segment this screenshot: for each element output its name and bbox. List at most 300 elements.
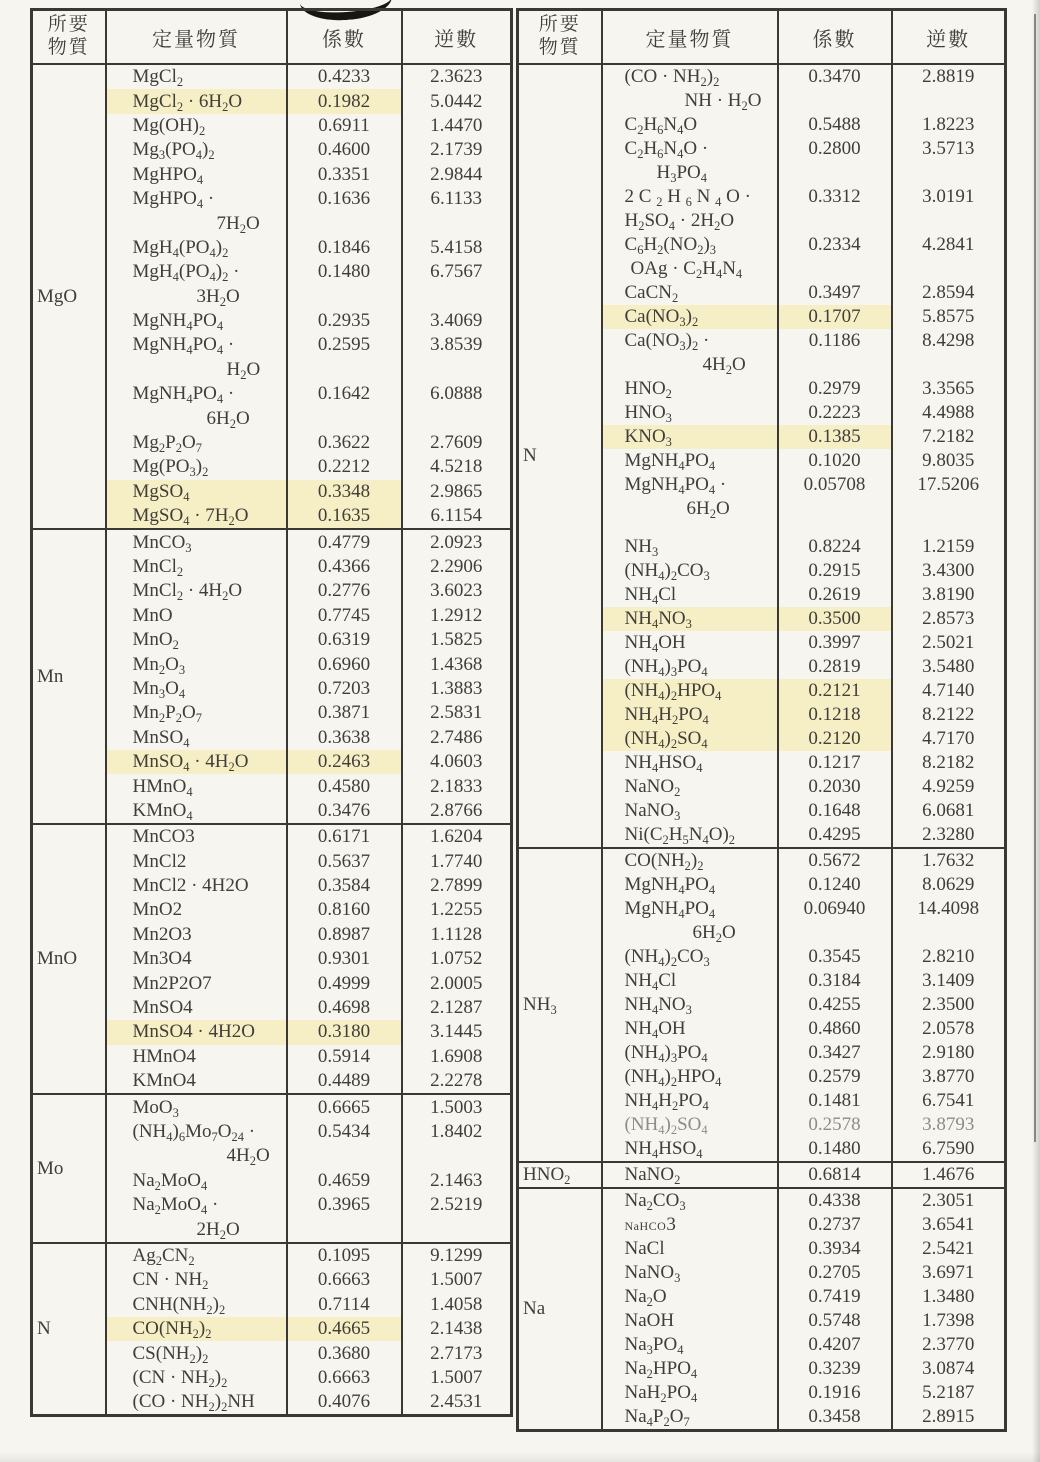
reciprocal-cell: 2.7486	[402, 726, 512, 750]
reciprocal-cell: 3.1409	[892, 969, 1006, 993]
reciprocal-cell: 1.8223	[892, 113, 1006, 137]
reciprocal-cell: 3.1445	[402, 1020, 512, 1044]
reciprocal-cell: 2.8210	[892, 945, 1006, 969]
formula-cell: $MgNH_4PO_4$	[602, 873, 778, 897]
formula-cell: $Na_4P_2O_7$	[602, 1405, 778, 1431]
reciprocal-cell: 2.9844	[402, 163, 512, 187]
formula-cell: NaOH	[602, 1309, 778, 1333]
coefficient-cell: 0.1095	[287, 1243, 402, 1268]
reciprocal-cell: 2.5219	[402, 1193, 512, 1217]
formula-cell: MnCO3	[106, 824, 287, 849]
formula-cell: $Ca(NO_3)_2$ ·	[602, 329, 778, 353]
formula-cell: $Mg_2P_2O_7$	[106, 431, 287, 455]
coefficient-cell: 0.2579	[778, 1065, 892, 1089]
formula-cell: $(NH_4)_2SO_4$	[602, 1113, 778, 1137]
coefficient-cell	[778, 497, 892, 521]
reciprocal-cell	[892, 209, 1006, 233]
formula-cell: MnO$_2$	[106, 628, 287, 652]
reciprocal-cell: 3.8770	[892, 1065, 1006, 1089]
coefficient-cell: 0.05708	[778, 473, 892, 497]
formula-cell: $Na_2MoO_4$ ·	[106, 1193, 287, 1217]
reciprocal-cell: 6.7567	[402, 260, 512, 284]
reciprocal-cell: 9.1299	[402, 1243, 512, 1268]
reciprocal-cell: 2.5831	[402, 701, 512, 725]
coefficient-cell: 0.2595	[287, 333, 402, 357]
formula-cell: $HNO_2$	[602, 377, 778, 401]
reciprocal-cell: 2.0578	[892, 1017, 1006, 1041]
reciprocal-cell: 6.0681	[892, 799, 1006, 823]
formula-cell: MgCl$_2$ · $6H_2O$	[106, 89, 287, 113]
formula-cell: $Ca(NO_3)_2$	[602, 305, 778, 329]
header-reciprocal: 逆數	[892, 10, 1006, 65]
formula-cell: $(NH_4)_2SO_4$	[602, 727, 778, 751]
formula-cell: HMnO$_4$	[106, 774, 287, 798]
coefficient-cell: 0.1916	[778, 1381, 892, 1405]
formula-cell: $MgNH_4PO_4$ ·	[106, 382, 287, 406]
formula-continuation-cell: $H_2SO_4 \cdot 2H_2O$	[602, 209, 778, 233]
reciprocal-cell: 7.2182	[892, 425, 1006, 449]
reciprocal-cell: 2.3051	[892, 1188, 1006, 1213]
formula-cell: MnSO$_4$	[106, 726, 287, 750]
table-row	[32, 824, 512, 849]
coefficient-cell	[778, 161, 892, 185]
formula-cell: KMnO4	[106, 1069, 287, 1094]
formula-cell: $(NH_4)_3PO_4$	[602, 655, 778, 679]
reciprocal-cell: 4.2841	[892, 233, 1006, 257]
reciprocal-cell: 3.3565	[892, 377, 1006, 401]
reciprocal-cell: 1.8402	[402, 1120, 512, 1144]
coefficient-cell: 0.4489	[287, 1069, 402, 1094]
formula-cell: KMnO$_4$	[106, 799, 287, 824]
header-target: 所要 物質	[32, 10, 106, 65]
target-cell: N	[518, 64, 602, 848]
coefficient-cell: 0.2223	[778, 401, 892, 425]
formula-cell: $MgH_4(PO_4)_2$ ·	[106, 260, 287, 284]
coefficient-cell: 0.1020	[778, 449, 892, 473]
formula-cell: $Na_2CO_3$	[602, 1188, 778, 1213]
reciprocal-cell	[892, 497, 1006, 521]
formula-cell: $MgH_4(PO_4)_2$	[106, 236, 287, 260]
coefficient-cell: 0.6171	[287, 824, 402, 849]
reciprocal-cell: 2.8915	[892, 1405, 1006, 1431]
coefficient-cell: 0.6319	[287, 628, 402, 652]
coefficient-cell: 0.2619	[778, 583, 892, 607]
formula-cell: MnSO$_4$ · $4H_2O$	[106, 750, 287, 774]
coefficient-cell: 0.1385	[778, 425, 892, 449]
formula-cell: $(NH_4)_2CO_3$	[602, 559, 778, 583]
table-row	[32, 1094, 512, 1119]
coefficient-cell: 0.4255	[778, 993, 892, 1017]
coefficient-cell: 0.3584	[287, 874, 402, 898]
coefficient-cell: 0.3348	[287, 480, 402, 504]
reciprocal-cell: 2.3280	[892, 823, 1006, 848]
formula-cell: $(NH_4)_3PO_4$	[602, 1041, 778, 1065]
coefficient-cell	[778, 89, 892, 113]
formula-continuation-cell: $3H_2O$	[106, 285, 287, 309]
coefficient-cell: 0.4698	[287, 996, 402, 1020]
formula-cell: Mn2O3	[106, 923, 287, 947]
reciprocal-cell: 8.4298	[892, 329, 1006, 353]
coefficient-cell: 0.7745	[287, 604, 402, 628]
target-cell: Na	[518, 1188, 602, 1431]
header-row	[518, 10, 1006, 65]
coefficient-cell: 0.3476	[287, 799, 402, 824]
formula-cell: $MgNH_4PO_4$ ·	[602, 473, 778, 497]
coefficient-cell: 0.4999	[287, 971, 402, 995]
reciprocal-cell: 2.1463	[402, 1169, 512, 1193]
header-substance: 定量物質	[602, 10, 778, 65]
coefficient-cell: 0.6663	[287, 1366, 402, 1390]
reciprocal-cell: 1.2159	[892, 521, 1006, 559]
formula-cell: $Na_3PO_4$	[602, 1333, 778, 1357]
coefficient-cell: 0.7114	[287, 1293, 402, 1317]
formula-cell: $C_2H_6N_4O$	[602, 113, 778, 137]
coefficient-cell: 0.1186	[778, 329, 892, 353]
formula-cell: NaNO$_2$	[602, 1162, 778, 1188]
coefficient-cell: 0.8224	[778, 521, 892, 559]
target-cell: MgO	[32, 64, 106, 529]
table-row	[518, 848, 1006, 873]
coefficient-cell: 0.2121	[778, 679, 892, 703]
coefficient-cell: 0.4779	[287, 529, 402, 554]
coefficient-cell: 0.7203	[287, 677, 402, 701]
formula-cell: $(CN \cdot NH_2)_2$	[106, 1366, 287, 1390]
reciprocal-cell: 5.2187	[892, 1381, 1006, 1405]
coefficient-cell: 0.4665	[287, 1317, 402, 1341]
formula-cell: $MgNH_4PO_4$	[602, 449, 778, 473]
formula-cell: $(NH_4)_2CO_3$	[602, 945, 778, 969]
formula-cell: $CNH(NH_2)_2$	[106, 1293, 287, 1317]
formula-cell: MnSO4	[106, 996, 287, 1020]
formula-continuation-cell: $4H_2O$	[106, 1144, 287, 1168]
reciprocal-cell: 4.7140	[892, 679, 1006, 703]
formula-continuation-cell: $6H_2O$	[602, 921, 778, 945]
coefficient-cell: 0.6960	[287, 652, 402, 676]
reciprocal-cell: 17.5206	[892, 473, 1006, 497]
coefficient-cell	[778, 921, 892, 945]
page-edge-shadow	[1032, 0, 1040, 1462]
reciprocal-cell	[892, 161, 1006, 185]
reciprocal-cell: 2.1739	[402, 138, 512, 162]
formula-cell: $Mn_2P_2O_7$	[106, 701, 287, 725]
reciprocal-cell: 2.1438	[402, 1317, 512, 1341]
coefficient-cell: 0.3500	[778, 607, 892, 631]
coefficient-cell: 0.5672	[778, 848, 892, 873]
coefficient-cell: 0.6663	[287, 1268, 402, 1292]
coefficient-cell	[287, 1144, 402, 1168]
coefficient-cell: 0.3184	[778, 969, 892, 993]
coefficient-cell: 0.2334	[778, 233, 892, 257]
formula-cell: $NH_4Cl$	[602, 583, 778, 607]
reciprocal-cell	[892, 921, 1006, 945]
formula-cell: MnO	[106, 604, 287, 628]
coefficient-cell	[778, 257, 892, 281]
reciprocal-cell	[892, 257, 1006, 281]
reciprocal-cell	[402, 285, 512, 309]
page-bottom-shadow	[0, 1452, 1040, 1462]
coefficient-cell: 0.1217	[778, 751, 892, 775]
coefficient-cell: 0.1636	[287, 187, 402, 211]
coefficient-cell	[778, 209, 892, 233]
reciprocal-cell	[402, 406, 512, 430]
formula-cell: $MgNH_4PO_4$	[602, 897, 778, 921]
reciprocal-cell: 2.9865	[402, 480, 512, 504]
target-cell: MnO	[32, 824, 106, 1094]
formula-cell: $NH_4H_2PO_4$	[602, 703, 778, 727]
reciprocal-cell: 1.4676	[892, 1162, 1006, 1188]
table-row	[32, 529, 512, 554]
target-cell: N	[32, 1243, 106, 1416]
formula-cell: $NH_4H_2PO_4$	[602, 1089, 778, 1113]
formula-cell: MgCl$_2$	[106, 64, 287, 89]
coefficient-cell: 0.4366	[287, 555, 402, 579]
coefficient-cell: 0.5637	[287, 850, 402, 874]
formula-cell: 2 C $_2$ H $_6$ N $_4$ O ·	[602, 185, 778, 209]
coefficient-cell: 0.3239	[778, 1357, 892, 1381]
coefficient-cell: 0.4600	[287, 138, 402, 162]
formula-cell: $Ag_2CN_2$	[106, 1243, 287, 1268]
reciprocal-cell: 2.7899	[402, 874, 512, 898]
formula-cell: $MgNH_4PO_4$	[106, 309, 287, 333]
reciprocal-cell: 1.2912	[402, 604, 512, 628]
coefficient-cell: 0.6911	[287, 114, 402, 138]
reciprocal-cell: 4.7170	[892, 727, 1006, 751]
coefficient-cell: 0.5914	[287, 1045, 402, 1069]
formula-cell: $MgNH_4PO_4$ ·	[106, 333, 287, 357]
coefficient-cell: 0.3312	[778, 185, 892, 209]
formula-cell: $NH_4OH$	[602, 1017, 778, 1041]
formula-cell: $Na_2HPO_4$	[602, 1357, 778, 1381]
coefficient-cell: 0.4338	[778, 1188, 892, 1213]
conversion-table-right	[516, 8, 1007, 1432]
coefficient-cell: 0.3497	[778, 281, 892, 305]
reciprocal-cell: 4.0603	[402, 750, 512, 774]
coefficient-cell: 0.2935	[287, 309, 402, 333]
coefficient-cell: 0.1635	[287, 504, 402, 529]
formula-cell: $Mn_3O_4$	[106, 677, 287, 701]
reciprocal-cell: 2.7609	[402, 431, 512, 455]
reciprocal-cell: 1.3883	[402, 677, 512, 701]
formula-cell: NaHCO3	[602, 1213, 778, 1237]
reciprocal-cell: 8.2182	[892, 751, 1006, 775]
formula-cell: $C_2H_6N_4O$ ·	[602, 137, 778, 161]
reciprocal-cell: 6.7541	[892, 1089, 1006, 1113]
target-cell: $NH_3$	[518, 848, 602, 1162]
reciprocal-cell: 1.5825	[402, 628, 512, 652]
reciprocal-cell: 1.7740	[402, 850, 512, 874]
formula-cell: $HNO_3$	[602, 401, 778, 425]
reciprocal-cell: 2.1287	[402, 996, 512, 1020]
coefficient-cell: 0.4207	[778, 1333, 892, 1357]
coefficient-cell: 0.2463	[287, 750, 402, 774]
formula-continuation-cell: $6H_2O$	[602, 497, 778, 521]
formula-cell: MgSO$_4$	[106, 480, 287, 504]
coefficient-cell: 0.3871	[287, 701, 402, 725]
reciprocal-cell: 5.8575	[892, 305, 1006, 329]
formula-cell: $NaH_2PO_4$	[602, 1381, 778, 1405]
coefficient-cell: 0.3638	[287, 726, 402, 750]
coefficient-cell: 0.2819	[778, 655, 892, 679]
formula-cell: MgHPO$_4$ ·	[106, 187, 287, 211]
formula-cell: NaNO$_3$	[602, 799, 778, 823]
reciprocal-cell: 3.8539	[402, 333, 512, 357]
reciprocal-cell: 2.3623	[402, 64, 512, 89]
coefficient-cell	[287, 358, 402, 382]
reciprocal-cell: 3.5713	[892, 137, 1006, 161]
reciprocal-cell: 2.0005	[402, 971, 512, 995]
formula-cell: $CO(NH_2)_2$	[602, 848, 778, 873]
reciprocal-cell: 2.8766	[402, 799, 512, 824]
reciprocal-cell: 2.8594	[892, 281, 1006, 305]
formula-cell: $Na_2O$	[602, 1285, 778, 1309]
formula-cell: Mn2P2O7	[106, 971, 287, 995]
reciprocal-cell: 2.5021	[892, 631, 1006, 655]
reciprocal-cell: 2.8573	[892, 607, 1006, 631]
reciprocal-cell: 1.5003	[402, 1094, 512, 1119]
coefficient-cell: 0.1707	[778, 305, 892, 329]
reciprocal-cell: 6.1154	[402, 504, 512, 529]
header-coefficient: 係數	[287, 10, 402, 65]
formula-cell: $Mg(PO_3)_2$	[106, 455, 287, 479]
formula-continuation-cell: OAg · $C_2H_4N_4$	[602, 257, 778, 281]
coefficient-cell: 0.2578	[778, 1113, 892, 1137]
formula-continuation-cell: $H_2O$	[106, 358, 287, 382]
formula-cell: $(CO \cdot NH_2)_2NH$	[106, 1390, 287, 1416]
coefficient-cell: 0.7419	[778, 1285, 892, 1309]
formula-cell: MnSO4 · 4H2O	[106, 1020, 287, 1044]
coefficient-cell: 0.5434	[287, 1120, 402, 1144]
coefficient-cell: 0.1480	[287, 260, 402, 284]
reciprocal-cell: 1.6204	[402, 824, 512, 849]
coefficient-cell	[778, 353, 892, 377]
coefficient-cell: 0.4580	[287, 774, 402, 798]
formula-cell: MnCl$_2$	[106, 555, 287, 579]
reciprocal-cell	[892, 353, 1006, 377]
formula-continuation-cell: $6H_2O$	[106, 406, 287, 430]
formula-cell: $Mn_2O_3$	[106, 652, 287, 676]
reciprocal-cell: 3.6023	[402, 579, 512, 603]
reciprocal-cell: 2.7173	[402, 1341, 512, 1365]
formula-cell: CN · $NH_2$	[106, 1268, 287, 1292]
coefficient-cell: 0.1481	[778, 1089, 892, 1113]
reciprocal-cell	[402, 358, 512, 382]
formula-continuation-cell: $2H_2O$	[106, 1217, 287, 1242]
coefficient-cell: 0.1480	[778, 1137, 892, 1162]
coefficient-cell: 0.2705	[778, 1261, 892, 1285]
formula-cell: MnO2	[106, 898, 287, 922]
coefficient-cell: 0.3351	[287, 163, 402, 187]
coefficient-cell: 0.9301	[287, 947, 402, 971]
formula-cell: Mn3O4	[106, 947, 287, 971]
coefficient-cell: 0.2800	[778, 137, 892, 161]
coefficient-cell	[287, 1217, 402, 1242]
target-cell: Mn	[32, 529, 106, 824]
coefficient-cell: 0.3427	[778, 1041, 892, 1065]
reciprocal-cell: 2.2906	[402, 555, 512, 579]
coefficient-cell: 0.06940	[778, 897, 892, 921]
reciprocal-cell: 9.8035	[892, 449, 1006, 473]
formula-cell: $NH_4OH$	[602, 631, 778, 655]
coefficient-cell: 0.3997	[778, 631, 892, 655]
formula-cell: MnCl$_2$ · $4H_2O$	[106, 579, 287, 603]
coefficient-cell: 0.3458	[778, 1405, 892, 1431]
coefficient-cell: 0.2030	[778, 775, 892, 799]
reciprocal-cell: 1.0752	[402, 947, 512, 971]
reciprocal-cell: 3.0191	[892, 185, 1006, 209]
reciprocal-cell: 2.3500	[892, 993, 1006, 1017]
reciprocal-cell: 1.1128	[402, 923, 512, 947]
reciprocal-cell: 3.6541	[892, 1213, 1006, 1237]
reciprocal-cell: 2.1833	[402, 774, 512, 798]
reciprocal-cell: 5.0442	[402, 89, 512, 113]
reciprocal-cell: 3.4069	[402, 309, 512, 333]
reciprocal-cell: 4.9259	[892, 775, 1006, 799]
header-coefficient: 係數	[778, 10, 892, 65]
coefficient-cell: 0.3934	[778, 1237, 892, 1261]
formula-continuation-cell: $H_3PO_4$	[602, 161, 778, 185]
reciprocal-cell: 1.7398	[892, 1309, 1006, 1333]
formula-cell: $NH_4HSO_4$	[602, 751, 778, 775]
reciprocal-cell	[402, 211, 512, 235]
reciprocal-cell: 1.4368	[402, 652, 512, 676]
reciprocal-cell: 3.4300	[892, 559, 1006, 583]
coefficient-cell: 0.3545	[778, 945, 892, 969]
coefficient-cell: 0.2120	[778, 727, 892, 751]
formula-continuation-cell: NH · $H_2O$	[602, 89, 778, 113]
table-row	[32, 1243, 512, 1268]
coefficient-cell: 0.1982	[287, 89, 402, 113]
formula-cell: CaCN$_2$	[602, 281, 778, 305]
coefficient-cell: 0.1648	[778, 799, 892, 823]
reciprocal-cell: 1.3480	[892, 1285, 1006, 1309]
formula-cell: $(NH_4)_2HPO_4$	[602, 1065, 778, 1089]
reciprocal-cell: 2.2278	[402, 1069, 512, 1094]
reciprocal-cell: 1.4470	[402, 114, 512, 138]
reciprocal-cell: 8.0629	[892, 873, 1006, 897]
coefficient-cell: 0.2915	[778, 559, 892, 583]
table-row	[518, 1162, 1006, 1188]
formula-cell: $NH_4Cl$	[602, 969, 778, 993]
reciprocal-cell: 6.7590	[892, 1137, 1006, 1162]
coefficient-cell: 0.1846	[287, 236, 402, 260]
reciprocal-cell: 2.5421	[892, 1237, 1006, 1261]
coefficient-cell: 0.3680	[287, 1341, 402, 1365]
reciprocal-cell: 8.2122	[892, 703, 1006, 727]
header-target: 所要 物質	[518, 10, 602, 65]
formula-cell: $(CO \cdot NH_2)_2$	[602, 64, 778, 89]
target-cell: $HNO_2$	[518, 1162, 602, 1188]
formula-cell: $NH_3$	[602, 521, 778, 559]
formula-cell: $C_6H_2(NO_2)_3$	[602, 233, 778, 257]
reciprocal-cell: 4.4988	[892, 401, 1006, 425]
formula-cell: MgHPO$_4$	[106, 163, 287, 187]
coefficient-cell	[287, 211, 402, 235]
coefficient-cell: 0.4295	[778, 823, 892, 848]
header-reciprocal: 逆數	[402, 10, 512, 65]
coefficient-cell: 0.4076	[287, 1390, 402, 1416]
formula-cell: NaCl	[602, 1237, 778, 1261]
reciprocal-cell: 1.4058	[402, 1293, 512, 1317]
coefficient-cell: 0.2737	[778, 1213, 892, 1237]
conversion-table-left	[30, 8, 513, 1417]
coefficient-cell: 0.3470	[778, 64, 892, 89]
formula-cell: MnCl2	[106, 850, 287, 874]
coefficient-cell	[287, 285, 402, 309]
coefficient-cell: 0.6814	[778, 1162, 892, 1188]
formula-cell: NaNO$_3$	[602, 1261, 778, 1285]
coefficient-cell: 0.1240	[778, 873, 892, 897]
coefficient-cell: 0.4860	[778, 1017, 892, 1041]
